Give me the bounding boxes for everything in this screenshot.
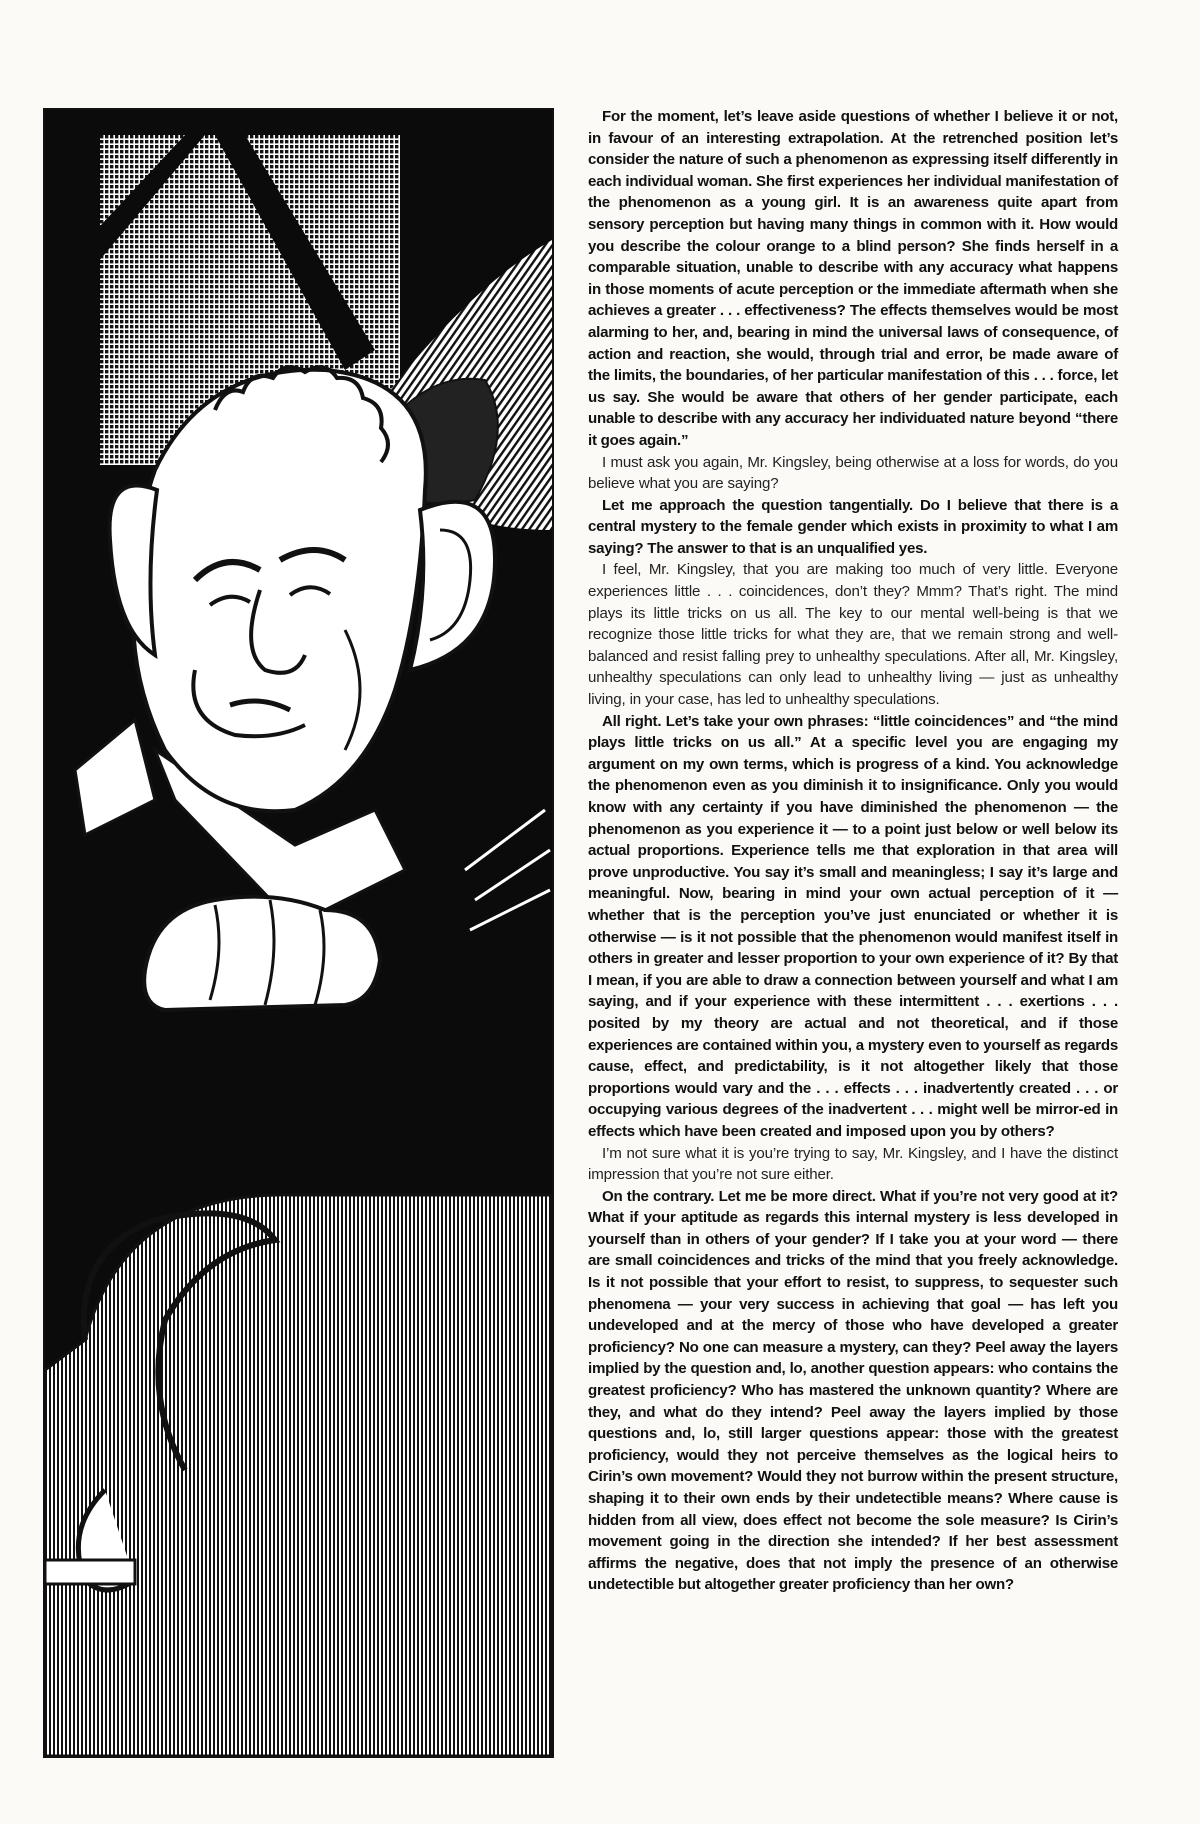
- paragraph: I’m not sure what it is you’re trying to say, Mr. Kingsley, and I have the distinct impression that you’re not sure either.: [588, 1144, 1118, 1184]
- paragraph: I feel, Mr. Kingsley, that you are making too much of very little. Everyone experiences little . . . coincidences, don’t they? Mmm? That’s right. The mind plays its little tricks on us all. The key to our mental well-being is that we recognize those little tricks for what they are, that we remain strong and well-balanced and resist falling prey to unhealthy speculations. After all, Mr. Kingsley, unhealthy speculations can only lead to unhealthy living — just as unhealthy living, in your case, has led to unhealthy speculations.: [588, 561, 1118, 709]
- desk-front: [45, 1195, 552, 1756]
- paragraph: All right. Let’s take your own phrases: “little coincidences” and “the mind plays little tricks on us all.” At a specific level you are engaging my argument on my own terms, which is progress of a kind. You acknowledge the phenomenon even as you diminish it to insignificance. Only you would know with any certainty if you have diminished the phenomenon — the phenomenon as you experience it — to a point just below or well below its actual proportions. Experience tells me that exploration in that area will prove unproductive. You say it’s small and meaningless; I say it’s large and meaningful. Now, bearing in mind your own actual perception of it — whether that is the perception you’ve just enunciated or whether it is otherwise — is it not possible that the phenomenon would manifest itself in others in greater and lesser proportion to your own experience of it? By that I mean, if you are able to draw a connection between yourself and what I am saying, and if your experience with these intermittent . . . exertions . . . posited by my theory are actual and not theoretical, and if those experiences are contained within you, a mystery even to yourself as regards cause, effect, and predictability, is it not altogether likely that those proportions would vary and the . . . effects . . . inadvertently created . . . or occupying various degrees of the inadvertent . . . might well be mirror-ed in effects which have been created and imposed upon you by others?: [588, 712, 1118, 1140]
- desk-rail: [45, 1560, 135, 1584]
- hand: [144, 897, 380, 1010]
- article-text: [588, 106, 1118, 1596]
- paragraph: I must ask you again, Mr. Kingsley, being otherwise at a loss for words, do you believe what you are saying?: [588, 453, 1118, 493]
- illustration-panel: [43, 108, 554, 1758]
- paragraph: Let me approach the question tangentially. Do I believe that there is a central mystery to the female gender which exists in proximity to what I am saying? The answer to that is an unqualified yes.: [588, 496, 1118, 557]
- paragraph: For the moment, let’s leave aside questions of whether I believe it or not, in favour of an interesting extrapolation. At the retrenched position let’s consider the nature of such a phenomenon as expressing itself differently in each individual woman. She first experiences her individual manifestation of the phenomenon as a young girl. It is an awareness quite apart from sensory perception but having many things in common with it. How would you describe the colour orange to a blind person? She finds herself in a comparable situation, unable to describe with any accuracy what happens in those moments of acute perception or the immediate aftermath when she achieves a greater . . . effectiveness? The effects themselves would be most alarming to her, and, bearing in mind the universal laws of consequence, of action and reaction, she would, through trial and error, be made aware of the limits, the boundaries, of her particular manifestation of this . . . force, let us say. She would be aware that others of her gender participate, each unable to describe with any accuracy her individuated nature beyond “there it goes again.”: [588, 108, 1118, 449]
- caricature-illustration: [45, 110, 552, 1756]
- paragraph: On the contrary. Let me be more direct. What if you’re not very good at it? What if your aptitude as regards this internal mystery is less developed in yourself than in others of your gender? If I take you at your word — there are small coincidences and tricks of the mind that you freely acknowledge. Is it not possible that your effort to resist, to suppress, to sequester such phenomena — your very success in achieving that goal — has left you undeveloped and at the mercy of those who have developed a greater proficiency? No one can measure a mystery, can they? Peel away the layers implied by the question and, lo, another question appears: who contains the greatest proficiency? Who has mastered the unknown quantity? Where are they, and what do they intend? Peel away the layers implied by those questions and, lo, still larger questions appear: those with the greatest proficiency, would they not perceive themselves as the logical heirs to Cirin’s own movement? Would they not burrow within the present structure, shaping it to their own ends by their undetectible means? Where cause is hidden from all view, does effect not become the sole measure? Is Cirin’s movement going in the direction she intended? If her best assessment affirms the negative, does that not imply the presence of an otherwise undetectible but altogether greater proficiency than her own?: [588, 1187, 1118, 1594]
